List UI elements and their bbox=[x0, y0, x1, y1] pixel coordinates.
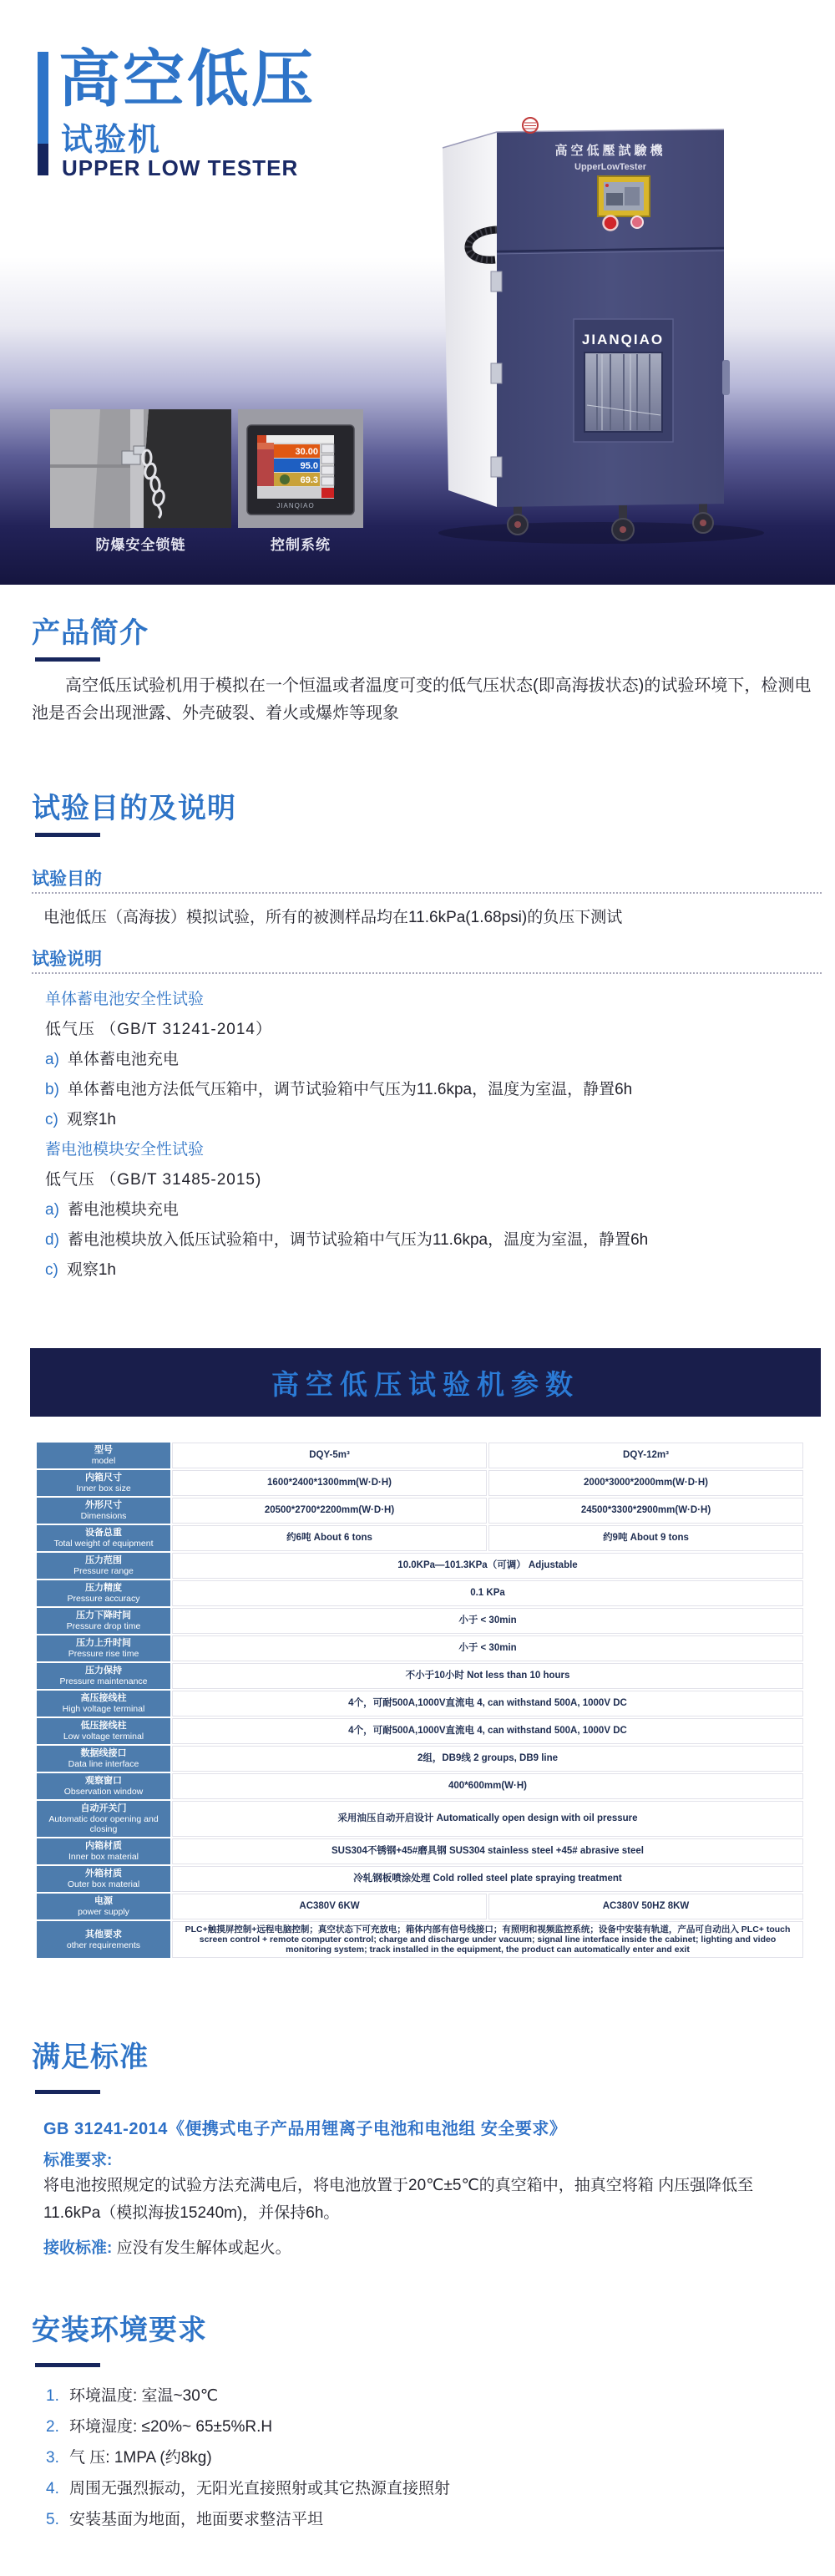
install-requirement-item bbox=[46, 2418, 450, 2436]
param-value: DQY-12m³ bbox=[488, 1443, 803, 1468]
param-label-zh: 自动开关门 bbox=[80, 1803, 127, 1813]
section-heading-standards: 满足标准 bbox=[32, 2041, 149, 2073]
test-step-letter: d) bbox=[45, 1231, 59, 1249]
param-row bbox=[37, 1746, 803, 1772]
param-value: 冷轧钢板喷涂处理 Cold rolled steel plate spraying treatment bbox=[172, 1866, 803, 1892]
subheading-test-description: 试验说明 bbox=[32, 950, 102, 969]
section-heading-purpose: 试验目的及说明 bbox=[32, 793, 236, 824]
param-label bbox=[37, 1608, 170, 1634]
param-label-zh: 高压接线柱 bbox=[80, 1693, 127, 1703]
param-label-en: Pressure range bbox=[73, 1566, 134, 1576]
param-row bbox=[37, 1443, 803, 1468]
test-description-groups bbox=[45, 991, 813, 1291]
machine-shadow bbox=[438, 522, 764, 544]
machine-window bbox=[574, 319, 673, 442]
param-label-en: Pressure accuracy bbox=[67, 1594, 140, 1604]
param-value: 10.0KPa—101.3KPa（可调） Adjustable bbox=[172, 1553, 803, 1579]
param-value: 小于 < 30min bbox=[172, 1635, 803, 1661]
param-row bbox=[37, 1838, 803, 1864]
param-label bbox=[37, 1691, 170, 1716]
param-label-zh: 型号 bbox=[94, 1445, 113, 1455]
params-banner bbox=[30, 1348, 821, 1417]
controller-pressure-value: 69.3 bbox=[300, 475, 318, 485]
param-value: 约6吨 About 6 tons bbox=[172, 1525, 487, 1551]
test-step-item bbox=[45, 1231, 813, 1249]
param-label bbox=[37, 1635, 170, 1661]
param-label-zh: 内箱材质 bbox=[85, 1841, 122, 1851]
param-value: 1600*2400*1300mm(W·D·H) bbox=[172, 1470, 487, 1496]
install-item-text: 安装基面为地面，地面要求整洁平坦 bbox=[69, 2511, 324, 2528]
brand-accent-bar bbox=[38, 52, 48, 175]
brand-bar-navy bbox=[38, 144, 48, 175]
dotted-divider bbox=[32, 892, 822, 894]
standard-requirement-label: 标准要求: bbox=[43, 2152, 113, 2169]
param-label-en: Outer box material bbox=[67, 1879, 140, 1889]
param-row bbox=[37, 1718, 803, 1744]
chain-photo-thumb bbox=[50, 409, 231, 528]
side-handle bbox=[722, 360, 730, 395]
emergency-button bbox=[604, 216, 618, 231]
param-value: 24500*3300*2900mm(W·D·H) bbox=[488, 1498, 803, 1524]
param-label bbox=[37, 1773, 170, 1799]
controller-brand-text: JIANQIAO bbox=[276, 502, 315, 510]
param-label bbox=[37, 1553, 170, 1579]
test-step-item bbox=[45, 1111, 813, 1128]
param-label bbox=[37, 1921, 170, 1958]
test-step-text: 蓄电池模块充电 bbox=[67, 1201, 179, 1219]
machine-photo bbox=[430, 113, 764, 551]
param-row bbox=[37, 1580, 803, 1606]
test-step-letter: b) bbox=[45, 1081, 59, 1098]
test-step-item bbox=[45, 1081, 813, 1098]
test-step-letter: a) bbox=[45, 1051, 59, 1068]
machine-nameplate-en: UpperLowTester bbox=[574, 162, 646, 172]
install-item-text: 环境温度: 室温~30℃ bbox=[69, 2387, 219, 2405]
param-label-en: Pressure rise time bbox=[68, 1649, 139, 1659]
param-label-zh: 其他要求 bbox=[85, 1929, 122, 1940]
controller-temp-value: 30.00 bbox=[295, 447, 318, 457]
param-row bbox=[37, 1553, 803, 1579]
test-step-text: 单体蓄电池充电 bbox=[67, 1051, 179, 1068]
param-label-zh: 压力下降时间 bbox=[76, 1610, 131, 1620]
control-panel-thumb bbox=[238, 409, 363, 528]
param-value: 4个，可耐500A,1000V直流电 4, can withstand 500A, 1000V DC bbox=[172, 1691, 803, 1716]
param-row bbox=[37, 1894, 803, 1919]
params-table bbox=[35, 1441, 805, 1960]
heading-underline bbox=[35, 2090, 100, 2094]
test-step-letter: c) bbox=[45, 1111, 58, 1128]
param-label bbox=[37, 1894, 170, 1919]
heading-underline bbox=[35, 657, 100, 662]
test-step-text: 蓄电池模块放入低压试验箱中，调节试验箱中气压为11.6kpa，温度为室温，静置6h bbox=[67, 1231, 649, 1249]
param-row bbox=[37, 1801, 803, 1837]
test-step-letter: c) bbox=[45, 1261, 58, 1279]
param-label-zh: 压力保持 bbox=[85, 1666, 122, 1676]
chain-illustration bbox=[50, 409, 231, 528]
param-label-en: Pressure maintenance bbox=[59, 1676, 148, 1686]
param-label-zh: 压力范围 bbox=[85, 1555, 122, 1565]
test-step-item bbox=[45, 1261, 813, 1279]
install-item-number: 2. bbox=[46, 2418, 59, 2436]
heading-underline bbox=[35, 833, 100, 837]
subheading-test-purpose: 试验目的 bbox=[32, 870, 102, 889]
page-title-english: UPPER LOW TESTER bbox=[62, 155, 299, 180]
param-row bbox=[37, 1470, 803, 1496]
param-value: PLC+触摸屏控制+远程电脑控制；真空状态下可充放电；箱体内部有信号线接口；有照明和视频监控系统；设备中安装有轨道，产品可自动出入 PLC+ touch screen control + remote computer control; charge and discharge under vacuum; signal line interface inside the cabinet; lighting and video monitoring system; track installed in the equipment, the product can automatically enter and exit bbox=[172, 1921, 803, 1958]
param-label bbox=[37, 1838, 170, 1864]
heading-underline bbox=[35, 2363, 100, 2367]
param-label bbox=[37, 1470, 170, 1496]
install-requirement-item bbox=[46, 2387, 450, 2405]
param-label-zh: 压力上升时间 bbox=[76, 1638, 131, 1648]
param-label-en: Data line interface bbox=[68, 1759, 139, 1769]
section-heading-install: 安装环境要求 bbox=[32, 2315, 207, 2346]
param-row bbox=[37, 1691, 803, 1716]
param-label-en: other requirements bbox=[66, 1940, 141, 1950]
install-requirement-item bbox=[46, 2511, 450, 2528]
standard-gb-reference: GB 31241-2014《便携式电子产品用锂离子电池和电池组 安全要求》 bbox=[43, 2120, 567, 2138]
param-label-en: Inner box size bbox=[76, 1483, 131, 1493]
param-label-zh: 数据线接口 bbox=[80, 1748, 127, 1758]
param-label-en: High voltage terminal bbox=[62, 1704, 145, 1714]
install-requirements-list bbox=[46, 2387, 450, 2542]
param-value: 约9吨 About 9 tons bbox=[488, 1525, 803, 1551]
param-label bbox=[37, 1746, 170, 1772]
param-label bbox=[37, 1801, 170, 1837]
page-title: 高空低压 bbox=[58, 44, 316, 114]
machine-brand-text: JIANQIAO bbox=[581, 332, 665, 347]
param-label-zh: 外形尺寸 bbox=[85, 1500, 122, 1510]
param-row bbox=[37, 1498, 803, 1524]
param-value: 小于 < 30min bbox=[172, 1608, 803, 1634]
install-item-number: 5. bbox=[46, 2511, 59, 2528]
param-label bbox=[37, 1663, 170, 1689]
machine-logo-icon bbox=[523, 118, 538, 133]
test-purpose-text: 电池低压（高海拔）模拟试验，所有的被测样品均在11.6kPa(1.68psi)的负压下测试 bbox=[43, 909, 623, 926]
param-value: 4个，可耐500A,1000V直流电 4, can withstand 500A, 1000V DC bbox=[172, 1718, 803, 1744]
install-requirement-item bbox=[46, 2480, 450, 2497]
test-step-text: 观察1h bbox=[66, 1261, 116, 1279]
param-label bbox=[37, 1443, 170, 1468]
hero-header bbox=[0, 0, 835, 585]
param-label-en: power supply bbox=[78, 1907, 129, 1917]
param-label-zh: 外箱材质 bbox=[85, 1869, 122, 1879]
page-subtitle: 试验机 bbox=[61, 123, 162, 158]
param-label-zh: 低压接线柱 bbox=[80, 1721, 127, 1731]
param-label bbox=[37, 1866, 170, 1892]
test-step-text: 单体蓄电池方法低气压箱中，调节试验箱中气压为11.6kpa，温度为室温，静置6h bbox=[67, 1081, 633, 1098]
param-value: 20500*2700*2200mm(W·D·H) bbox=[172, 1498, 487, 1524]
param-value: 采用油压自动开启设计 Automatically open design with oil pressure bbox=[172, 1801, 803, 1837]
param-value: 0.1 KPa bbox=[172, 1580, 803, 1606]
param-label-en: Dimensions bbox=[80, 1511, 127, 1521]
param-label-zh: 设备总重 bbox=[85, 1528, 122, 1538]
param-value: 2组，DB9线 2 groups, DB9 line bbox=[172, 1746, 803, 1772]
test-step-item bbox=[45, 1201, 813, 1219]
param-label-en: model bbox=[91, 1456, 116, 1466]
param-row bbox=[37, 1663, 803, 1689]
param-label-en: Low voltage terminal bbox=[63, 1732, 144, 1742]
acceptance-body: 应没有发生解体或起火。 bbox=[116, 2239, 291, 2257]
param-row bbox=[37, 1773, 803, 1799]
intro-body: 高空低压试验机用于模拟在一个恒温或者温度可变的低气压状态(即高海拔状态)的试验环境下，检测电池是否会出现泄露、外壳破裂、着火或爆炸等现象 bbox=[32, 677, 812, 723]
install-item-text: 气 压: 1MPA (约8kg) bbox=[69, 2449, 212, 2467]
test-step-text: 观察1h bbox=[66, 1111, 116, 1128]
param-label-zh: 电源 bbox=[94, 1896, 113, 1906]
standard-requirement-body: 将电池按照规定的试验方法充满电后，将电池放置于20℃±5℃的真空箱中，抽真空将箱 内压强降低至11.6kPa（模拟海拔15240m)，并保持6h。 bbox=[43, 2177, 754, 2222]
param-label bbox=[37, 1580, 170, 1606]
param-row bbox=[37, 1866, 803, 1892]
param-row bbox=[37, 1921, 803, 1958]
param-label-zh: 压力精度 bbox=[85, 1583, 122, 1593]
install-item-number: 4. bbox=[46, 2480, 59, 2497]
controller-illustration bbox=[238, 409, 363, 528]
power-button bbox=[631, 216, 643, 228]
param-value: 不小于10小时 Not less than 10 hours bbox=[172, 1663, 803, 1689]
param-label-en: Total weight of equipment bbox=[53, 1539, 154, 1549]
install-item-number: 1. bbox=[46, 2387, 59, 2405]
control-thumb-caption: 控制系统 bbox=[271, 537, 331, 553]
param-value: 2000*3000*2000mm(W·D·H) bbox=[488, 1470, 803, 1496]
param-row bbox=[37, 1635, 803, 1661]
test-group-title: 蓄电池模块安全性试验 bbox=[45, 1141, 205, 1159]
param-label-en: Pressure drop time bbox=[66, 1621, 141, 1631]
param-row bbox=[37, 1608, 803, 1634]
param-value: DQY-5m³ bbox=[172, 1443, 487, 1468]
param-label bbox=[37, 1498, 170, 1524]
param-label-en: Observation window bbox=[63, 1787, 144, 1797]
test-step-letter: a) bbox=[45, 1201, 59, 1219]
install-item-text: 周围无强烈振动，无阳光直接照射或其它热源直接照射 bbox=[69, 2480, 451, 2497]
param-value: 400*600mm(W·H) bbox=[172, 1773, 803, 1799]
brand-bar-blue bbox=[38, 52, 48, 144]
params-banner-title: 高空低压试验机参数 bbox=[271, 1368, 579, 1400]
section-heading-intro: 产品简介 bbox=[32, 617, 149, 649]
machine-nameplate-zh: 高空低壓試驗機 bbox=[554, 144, 666, 158]
install-item-text: 环境湿度: ≤20%~ 65±5%R.H bbox=[69, 2418, 273, 2436]
machine-side-panel bbox=[443, 132, 497, 507]
param-label bbox=[37, 1525, 170, 1551]
param-label-zh: 内箱尺寸 bbox=[85, 1473, 122, 1483]
param-label-en: Automatic door opening and closing bbox=[48, 1814, 159, 1834]
controller-humidity-value: 95.0 bbox=[300, 461, 318, 471]
machine-touchscreen bbox=[598, 176, 650, 216]
chain-thumb-caption: 防爆安全锁链 bbox=[95, 537, 186, 553]
test-group-title: 单体蓄电池安全性试验 bbox=[45, 991, 205, 1008]
param-value: AC380V 6KW bbox=[172, 1894, 487, 1919]
test-group-standard: 低气压 （GB/T 31241-2014） bbox=[45, 1021, 272, 1038]
install-item-number: 3. bbox=[46, 2449, 59, 2467]
param-value: SUS304不锈钢+45#磨具钢 SUS304 stainless steel +45# abrasive steel bbox=[172, 1838, 803, 1864]
param-label bbox=[37, 1718, 170, 1744]
dotted-divider bbox=[32, 972, 822, 974]
acceptance-line bbox=[43, 2235, 291, 2258]
param-label-zh: 观察窗口 bbox=[85, 1776, 122, 1786]
param-value: AC380V 50HZ 8KW bbox=[488, 1894, 803, 1919]
param-row bbox=[37, 1525, 803, 1551]
param-label-en: Inner box material bbox=[68, 1852, 139, 1862]
acceptance-label: 接收标准: bbox=[43, 2239, 113, 2257]
install-requirement-item bbox=[46, 2449, 450, 2467]
params-table-body bbox=[37, 1443, 803, 1958]
test-group-standard: 低气压 （GB/T 31485-2015) bbox=[45, 1171, 262, 1189]
test-step-item bbox=[45, 1051, 813, 1068]
